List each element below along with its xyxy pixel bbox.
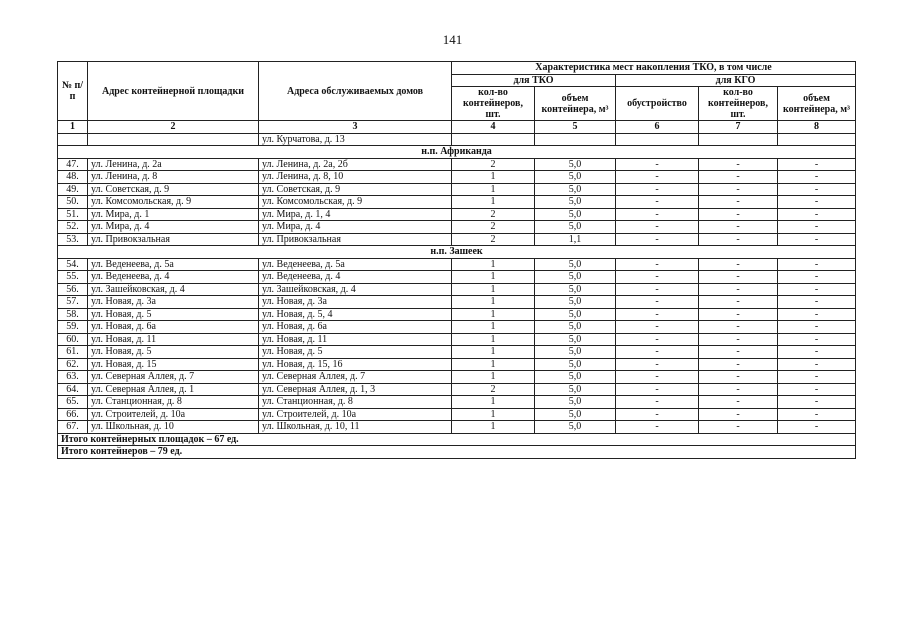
- row-tko-count: 1: [452, 333, 535, 346]
- row-tko-count: 2: [452, 233, 535, 246]
- row-served: ул. Комсомольская, д. 9: [259, 196, 452, 209]
- row-kgo-count: -: [699, 421, 778, 434]
- row-kgo-count: -: [699, 233, 778, 246]
- table-row: [58, 333, 856, 346]
- row-tko-count: 1: [452, 258, 535, 271]
- row-number: 64.: [58, 383, 88, 396]
- row-address: ул. Привокзальная: [88, 233, 259, 246]
- row-number: 54.: [58, 258, 88, 271]
- row-address: ул. Новая, д. 6а: [88, 321, 259, 334]
- row-tko-volume: 5,0: [535, 358, 616, 371]
- row-address: ул. Мира, д. 4: [88, 221, 259, 234]
- row-kgo-volume: -: [778, 296, 856, 309]
- row-kgo-volume: -: [778, 333, 856, 346]
- row-arrangement: -: [616, 421, 699, 434]
- row-tko-count: 1: [452, 421, 535, 434]
- row-kgo-volume: -: [778, 383, 856, 396]
- row-arrangement: -: [616, 283, 699, 296]
- row-number: 49.: [58, 183, 88, 196]
- table-row: [58, 158, 856, 171]
- row-served: ул. Ленина, д. 8, 10: [259, 171, 452, 184]
- row-kgo-count: -: [699, 408, 778, 421]
- header-num: № п/п: [58, 62, 88, 121]
- row-served: ул. Мира, д. 4: [259, 221, 452, 234]
- table-body: [58, 133, 856, 433]
- row-tko-volume: 5,0: [535, 396, 616, 409]
- table-row: [58, 183, 856, 196]
- row-kgo-volume: -: [778, 258, 856, 271]
- row-served: ул. Северная Аллея, д. 7: [259, 371, 452, 384]
- row-served: ул. Новая, д. 15, 16: [259, 358, 452, 371]
- row-served: ул. Новая, д. 5, 4: [259, 308, 452, 321]
- row-arrangement: -: [616, 371, 699, 384]
- row-kgo-volume: -: [778, 421, 856, 434]
- col-number: 7: [699, 121, 778, 134]
- row-tko-count: 1: [452, 396, 535, 409]
- row-kgo-volume: -: [778, 158, 856, 171]
- group-row: [58, 146, 856, 159]
- row-number: 59.: [58, 321, 88, 334]
- col-number: 5: [535, 121, 616, 134]
- row-served: ул. Советская, д. 9: [259, 183, 452, 196]
- row-arrangement: -: [616, 258, 699, 271]
- row-tko-count: 1: [452, 346, 535, 359]
- header-tko: для ТКО: [452, 74, 616, 87]
- row-served: ул. Станционная, д. 8: [259, 396, 452, 409]
- row-address: ул. Веденеева, д. 4: [88, 271, 259, 284]
- row-tko-count: 1: [452, 171, 535, 184]
- row-kgo-count: -: [699, 183, 778, 196]
- row-served: ул. Веденеева, д. 5а: [259, 258, 452, 271]
- row-kgo-count: -: [699, 321, 778, 334]
- container-sites-table: [57, 61, 856, 459]
- row-served: ул. Новая, д. 5: [259, 346, 452, 359]
- row-number: 47.: [58, 158, 88, 171]
- row-kgo-count: -: [699, 333, 778, 346]
- row-tko-count: 2: [452, 221, 535, 234]
- row-tko-volume: 5,0: [535, 183, 616, 196]
- row-kgo-count: -: [699, 383, 778, 396]
- row-address: ул. Веденеева, д. 5а: [88, 258, 259, 271]
- row-address: ул. Новая, д. 15: [88, 358, 259, 371]
- header-tko-volume: объем контейнера, м³: [535, 87, 616, 121]
- row-number: 52.: [58, 221, 88, 234]
- table-row: [58, 271, 856, 284]
- header-characteristics: Характеристика мест накопления ТКО, в том числе: [452, 62, 856, 75]
- row-kgo-count: -: [699, 308, 778, 321]
- row-number: 50.: [58, 196, 88, 209]
- table-row: [58, 396, 856, 409]
- row-tko-volume: 5,0: [535, 258, 616, 271]
- row-served: ул. Новая, д. 3а: [259, 296, 452, 309]
- row-number: 67.: [58, 421, 88, 434]
- row-arrangement: -: [616, 233, 699, 246]
- row-address: ул. Ленина, д. 8: [88, 171, 259, 184]
- row-tko-count: 1: [452, 371, 535, 384]
- row-kgo-volume: -: [778, 171, 856, 184]
- col-number: 1: [58, 121, 88, 134]
- row-kgo-volume: -: [778, 208, 856, 221]
- row-kgo-volume: -: [778, 321, 856, 334]
- header-served: Адреса обслуживаемых домов: [259, 62, 452, 121]
- row-arrangement: -: [616, 271, 699, 284]
- row-served: ул. Школьная, д. 10, 11: [259, 421, 452, 434]
- row-address: ул. Северная Аллея, д. 1: [88, 383, 259, 396]
- row-address: ул. Северная Аллея, д. 7: [88, 371, 259, 384]
- row-served: ул. Строителей, д. 10а: [259, 408, 452, 421]
- row-number: 61.: [58, 346, 88, 359]
- table-row: [58, 308, 856, 321]
- row-address: ул. Новая, д. 5: [88, 308, 259, 321]
- row-number: 65.: [58, 396, 88, 409]
- table-row: [58, 208, 856, 221]
- row-address: ул. Зашейковская, д. 4: [88, 283, 259, 296]
- table-row: [58, 383, 856, 396]
- table-row: [58, 358, 856, 371]
- row-tko-count: 1: [452, 183, 535, 196]
- row-tko-volume: 5,0: [535, 296, 616, 309]
- row-tko-volume: 1,1: [535, 233, 616, 246]
- row-tko-volume: 5,0: [535, 196, 616, 209]
- table-row: [58, 233, 856, 246]
- row-arrangement: -: [616, 396, 699, 409]
- row-tko-count: 1: [452, 271, 535, 284]
- table-row: [58, 171, 856, 184]
- row-number: 48.: [58, 171, 88, 184]
- row-kgo-volume: -: [778, 308, 856, 321]
- table-row: [58, 371, 856, 384]
- row-tko-count: 1: [452, 408, 535, 421]
- row-address: ул. Новая, д. 3а: [88, 296, 259, 309]
- row-tko-count: 1: [452, 296, 535, 309]
- table-row: [58, 408, 856, 421]
- table-row: [58, 283, 856, 296]
- row-tko-volume: 5,0: [535, 171, 616, 184]
- header-kgo-volume: объем контейнера, м³: [778, 87, 856, 121]
- row-kgo-count: -: [699, 346, 778, 359]
- row-arrangement: -: [616, 408, 699, 421]
- row-kgo-count: -: [699, 208, 778, 221]
- row-arrangement: -: [616, 158, 699, 171]
- row-tko-count: 1: [452, 196, 535, 209]
- row-kgo-count: -: [699, 271, 778, 284]
- row-kgo-count: -: [699, 371, 778, 384]
- row-address: ул. Новая, д. 5: [88, 346, 259, 359]
- row-number: 55.: [58, 271, 88, 284]
- row-kgo-volume: -: [778, 283, 856, 296]
- row-kgo-count: -: [699, 158, 778, 171]
- row-kgo-count: -: [699, 171, 778, 184]
- total-platforms: Итого контейнерных площадок – 67 ед.: [58, 433, 856, 446]
- col-number: 4: [452, 121, 535, 134]
- col-number: 3: [259, 121, 452, 134]
- row-tko-volume: 5,0: [535, 271, 616, 284]
- table-row: [58, 258, 856, 271]
- row-kgo-volume: -: [778, 271, 856, 284]
- row-kgo-volume: -: [778, 196, 856, 209]
- header-address: Адрес контейнерной площадки: [88, 62, 259, 121]
- row-arrangement: -: [616, 321, 699, 334]
- table-row: [58, 221, 856, 234]
- row-arrangement: -: [616, 333, 699, 346]
- row-tko-count: 1: [452, 321, 535, 334]
- row-tko-volume: 5,0: [535, 283, 616, 296]
- row-tko-count: 1: [452, 358, 535, 371]
- row-address: ул. Новая, д. 11: [88, 333, 259, 346]
- row-arrangement: -: [616, 183, 699, 196]
- row-kgo-count: -: [699, 221, 778, 234]
- table-row: [58, 321, 856, 334]
- row-address: ул. Школьная, д. 10: [88, 421, 259, 434]
- carry-over-served: ул. Курчатова, д. 13: [259, 133, 452, 146]
- row-address: ул. Комсомольская, д. 9: [88, 196, 259, 209]
- row-number: 62.: [58, 358, 88, 371]
- total-containers-row: [58, 446, 856, 459]
- col-number: 8: [778, 121, 856, 134]
- row-kgo-count: -: [699, 358, 778, 371]
- row-arrangement: -: [616, 221, 699, 234]
- row-arrangement: -: [616, 296, 699, 309]
- group-title: н.п. Африканда: [58, 146, 856, 159]
- carry-over-row: [58, 133, 856, 146]
- header-arrangement: обустройство: [616, 87, 699, 121]
- row-tko-count: 1: [452, 308, 535, 321]
- row-address: ул. Советская, д. 9: [88, 183, 259, 196]
- row-address: ул. Станционная, д. 8: [88, 396, 259, 409]
- row-tko-volume: 5,0: [535, 371, 616, 384]
- row-tko-volume: 5,0: [535, 308, 616, 321]
- row-kgo-volume: -: [778, 408, 856, 421]
- header-kgo: для КГО: [616, 74, 856, 87]
- row-tko-count: 2: [452, 208, 535, 221]
- row-tko-count: 2: [452, 158, 535, 171]
- row-number: 51.: [58, 208, 88, 221]
- table-row: [58, 196, 856, 209]
- col-number: 2: [88, 121, 259, 134]
- row-served: ул. Привокзальная: [259, 233, 452, 246]
- row-kgo-volume: -: [778, 183, 856, 196]
- row-number: 66.: [58, 408, 88, 421]
- row-tko-volume: 5,0: [535, 333, 616, 346]
- row-served: ул. Мира, д. 1, 4: [259, 208, 452, 221]
- row-arrangement: -: [616, 208, 699, 221]
- row-arrangement: -: [616, 171, 699, 184]
- row-number: 56.: [58, 283, 88, 296]
- row-arrangement: -: [616, 358, 699, 371]
- row-tko-volume: 5,0: [535, 208, 616, 221]
- table-header: [58, 62, 856, 134]
- table-row: [58, 346, 856, 359]
- row-kgo-count: -: [699, 283, 778, 296]
- row-tko-volume: 5,0: [535, 346, 616, 359]
- row-kgo-count: -: [699, 196, 778, 209]
- row-arrangement: -: [616, 383, 699, 396]
- row-number: 60.: [58, 333, 88, 346]
- col-number: 6: [616, 121, 699, 134]
- table-row: [58, 296, 856, 309]
- row-arrangement: -: [616, 346, 699, 359]
- row-served: ул. Веденеева, д. 4: [259, 271, 452, 284]
- row-arrangement: -: [616, 308, 699, 321]
- row-address: ул. Строителей, д. 10а: [88, 408, 259, 421]
- row-arrangement: -: [616, 196, 699, 209]
- row-kgo-count: -: [699, 396, 778, 409]
- table-row: [58, 421, 856, 434]
- row-kgo-volume: -: [778, 233, 856, 246]
- row-kgo-volume: -: [778, 371, 856, 384]
- row-number: 53.: [58, 233, 88, 246]
- row-served: ул. Северная Аллея, д. 1, 3: [259, 383, 452, 396]
- row-kgo-volume: -: [778, 346, 856, 359]
- row-number: 57.: [58, 296, 88, 309]
- row-kgo-volume: -: [778, 396, 856, 409]
- row-served: ул. Новая, д. 6а: [259, 321, 452, 334]
- row-tko-volume: 5,0: [535, 421, 616, 434]
- page-number: 141: [442, 32, 463, 47]
- row-number: 63.: [58, 371, 88, 384]
- row-tko-volume: 5,0: [535, 321, 616, 334]
- group-title: н.п. Зашеек: [58, 246, 856, 259]
- row-kgo-count: -: [699, 258, 778, 271]
- group-row: [58, 246, 856, 259]
- row-tko-count: 2: [452, 383, 535, 396]
- row-kgo-volume: -: [778, 358, 856, 371]
- header-tko-count: кол-во контейнеров, шт.: [452, 87, 535, 121]
- row-kgo-count: -: [699, 296, 778, 309]
- row-tko-volume: 5,0: [535, 383, 616, 396]
- row-served: ул. Зашейковская, д. 4: [259, 283, 452, 296]
- row-served: ул. Новая, д. 11: [259, 333, 452, 346]
- header-kgo-count: кол-во контейнеров, шт.: [699, 87, 778, 121]
- row-address: ул. Мира, д. 1: [88, 208, 259, 221]
- row-tko-volume: 5,0: [535, 221, 616, 234]
- row-kgo-volume: -: [778, 221, 856, 234]
- total-platforms-row: [58, 433, 856, 446]
- total-containers: Итого контейнеров – 79 ед.: [58, 446, 856, 459]
- row-tko-volume: 5,0: [535, 158, 616, 171]
- row-tko-count: 1: [452, 283, 535, 296]
- row-tko-volume: 5,0: [535, 408, 616, 421]
- row-number: 58.: [58, 308, 88, 321]
- row-address: ул. Ленина, д. 2а: [88, 158, 259, 171]
- row-served: ул. Ленина, д. 2а, 2б: [259, 158, 452, 171]
